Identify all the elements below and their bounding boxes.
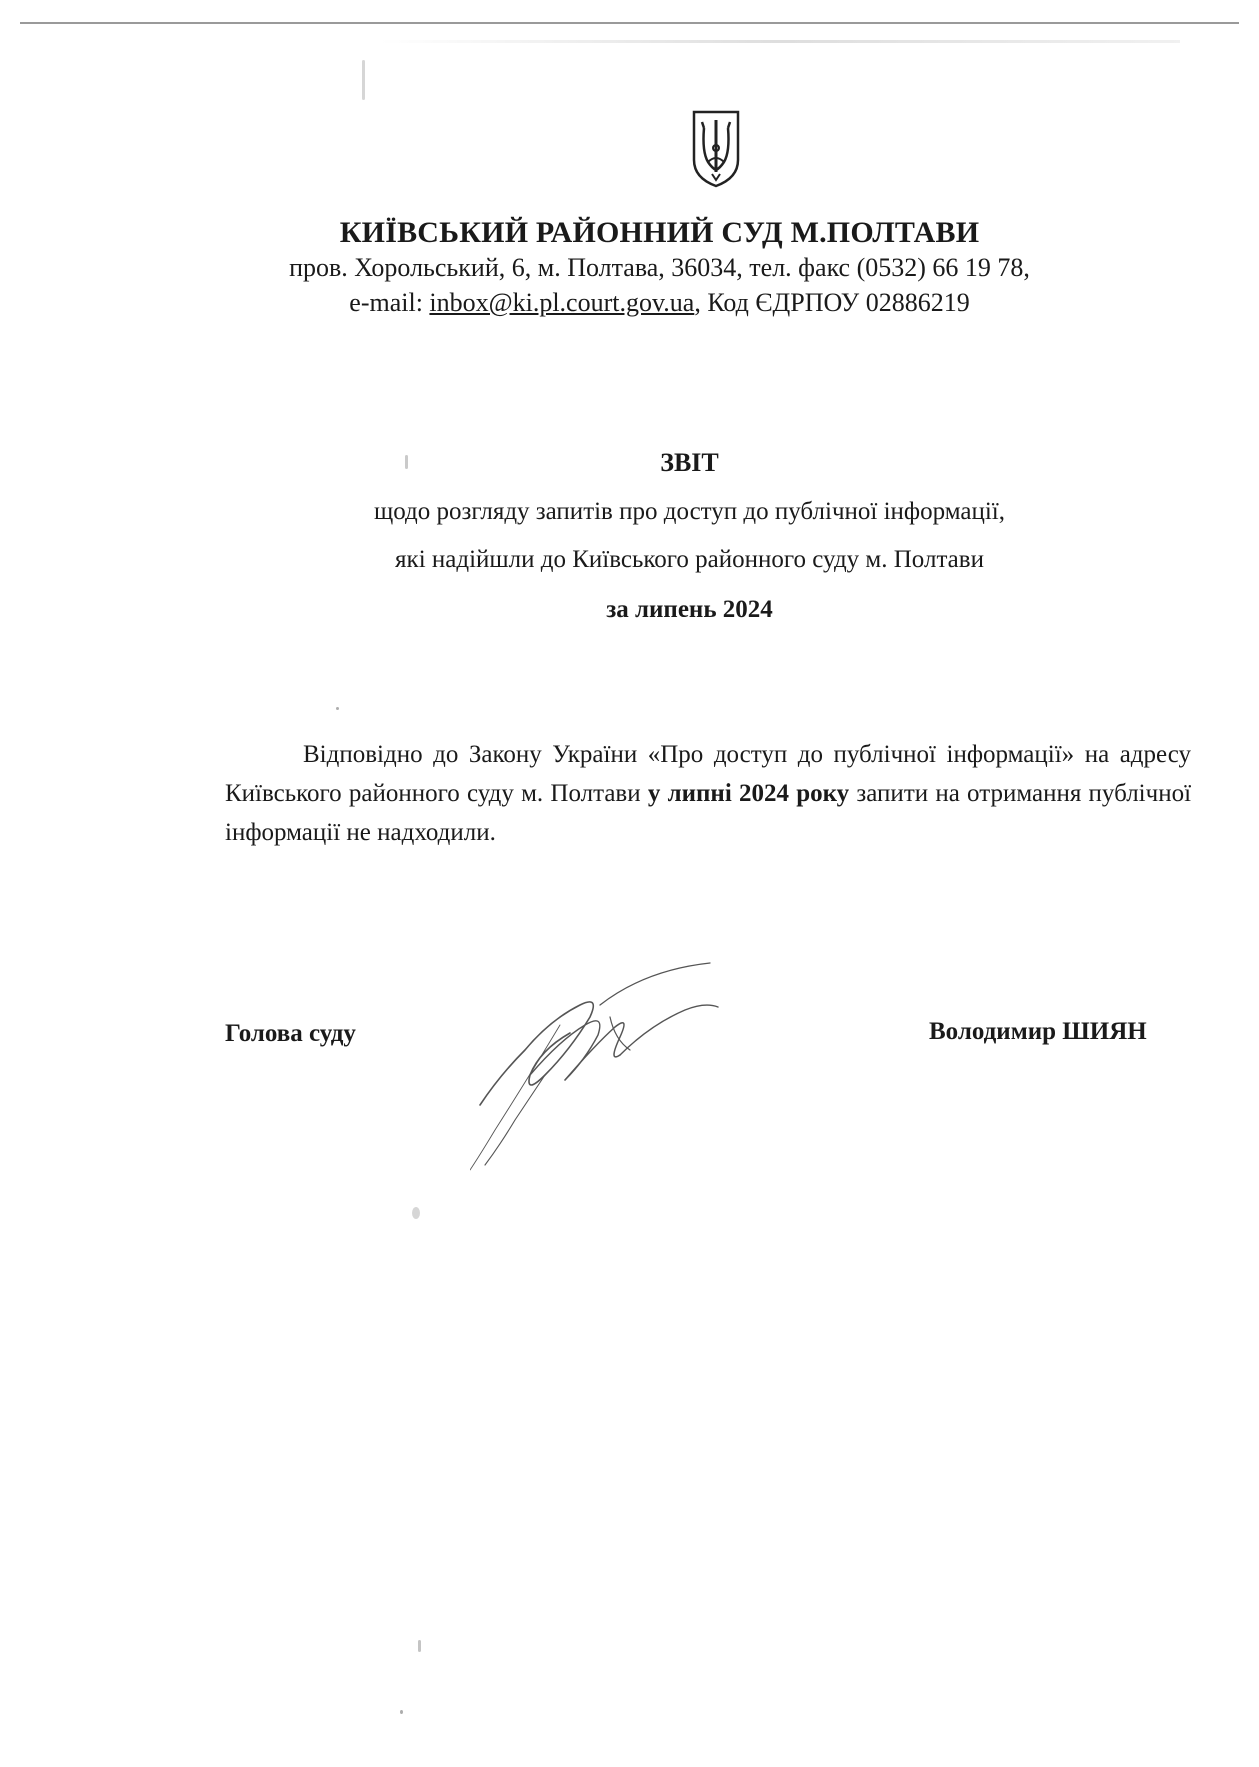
scan-speck: [336, 707, 339, 710]
scan-speck: [418, 1640, 421, 1652]
body-paragraph: [225, 735, 1191, 852]
position-title: Голова суду: [225, 1020, 356, 1047]
scan-speck: [412, 1207, 420, 1219]
signer-name: Володимир ШИЯН: [929, 1018, 1147, 1045]
org-address: пров. Хорольський, 6, м. Полтава, 36034, тел. факс (0532) 66 19 78,: [289, 253, 1030, 282]
report-subtitle-line2: які надійшли до Київського районного суду м. Полтави: [395, 546, 984, 573]
report-subtitle-line1: щодо розгляду запитів про доступ до публічної інформації,: [373, 498, 1006, 525]
scan-artifact-line: [380, 40, 1180, 43]
body-part1: Відповідно до Закону України «Про доступ до публічної інформації» на адресу Київського районного суду м. Полтави: [225, 741, 1191, 807]
email-link[interactable]: inbox@ki.pl.court.gov.ua: [429, 288, 695, 317]
scan-edge-line: [20, 22, 1239, 24]
report-period: за липень 2024: [606, 596, 773, 623]
scan-speck: [362, 60, 365, 100]
org-name: КИЇВСЬКИЙ РАЙОННИЙ СУД М.ПОЛТАВИ: [339, 216, 980, 249]
handwritten-signature: [470, 955, 830, 1215]
scan-speck: [405, 455, 408, 469]
org-contacts: [0, 288, 1259, 318]
body-part3: запити на отримання публічної інформації не надходили.: [225, 780, 1192, 846]
email-label: e-mail:: [349, 288, 430, 317]
report-title: ЗВІТ: [660, 448, 719, 477]
body-period-bold: у липні 2024 року: [647, 780, 850, 807]
coat-of-arms-trident-icon: [690, 108, 742, 188]
scan-speck: [400, 1710, 403, 1714]
edrpou-code: , Код ЄДРПОУ 02886219: [694, 288, 970, 317]
